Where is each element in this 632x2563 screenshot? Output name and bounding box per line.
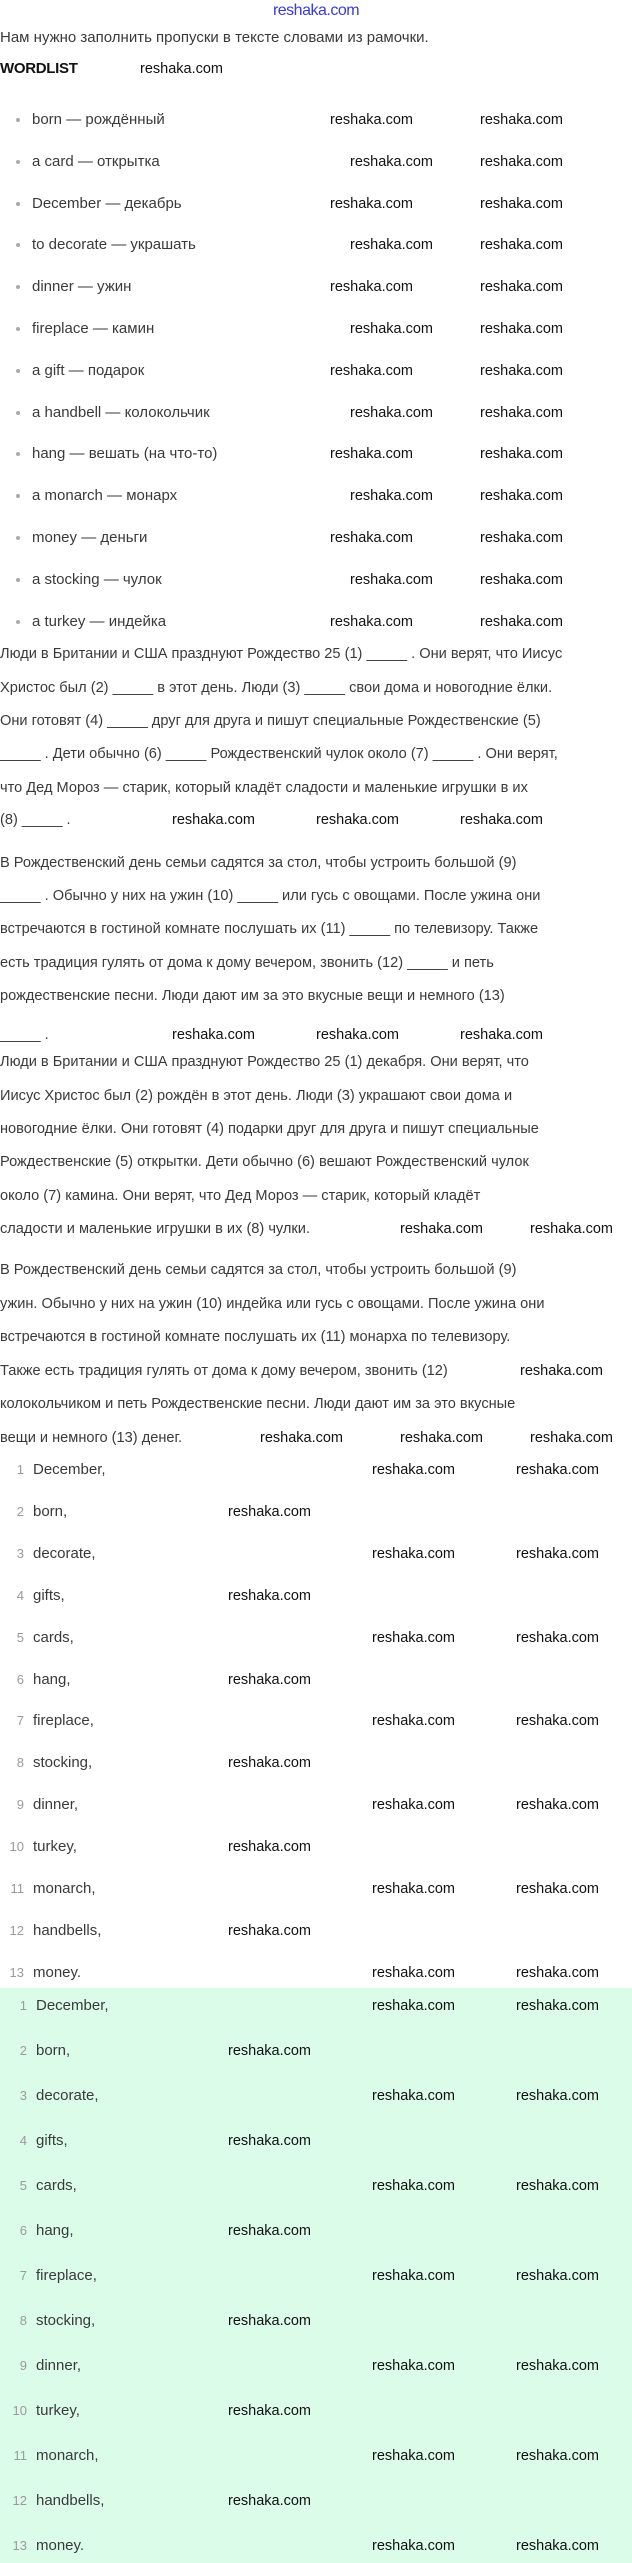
watermark: reshaka.com	[228, 2313, 312, 2329]
highlighted-answer-item	[3, 2222, 74, 2239]
list-number: 13	[12, 2538, 27, 2553]
answer-word: gifts,	[36, 2132, 68, 2149]
answer-word: dinner,	[36, 2357, 82, 2374]
watermark: reshaka.com	[480, 237, 564, 254]
answer-word: money.	[33, 1963, 82, 1981]
answer-word: gifts,	[33, 1586, 65, 1604]
list-number: 5	[16, 1629, 24, 1645]
watermark: reshaka.com	[480, 112, 564, 128]
wordlist-item	[16, 236, 196, 253]
watermark: reshaka.com	[520, 1363, 604, 1379]
watermark: reshaka.com	[516, 1797, 600, 1814]
watermark: reshaka.com	[530, 1430, 614, 1446]
bullet-icon	[16, 118, 20, 122]
bullet-icon	[16, 411, 20, 415]
list-number: 3	[19, 2088, 27, 2103]
answer-list-item	[0, 1880, 96, 1897]
answer-word: hang,	[36, 2222, 74, 2239]
watermark: reshaka.com	[516, 1881, 600, 1897]
filled-text-line: Иисус Христос был (2) рождён в этот день. Люди (3) украшают свои дома и	[0, 1088, 513, 1104]
list-number: 4	[19, 2133, 27, 2148]
watermark: reshaka.com	[516, 1713, 600, 1730]
watermark: reshaka.com	[516, 2088, 600, 2104]
answer-word: December,	[36, 1997, 109, 2014]
watermark: reshaka.com	[172, 812, 256, 828]
watermark: reshaka.com	[172, 1027, 256, 1043]
highlighted-answer-item	[3, 2087, 99, 2104]
answer-word: cards,	[36, 2177, 77, 2194]
bullet-icon	[16, 243, 20, 247]
watermark: reshaka.com	[516, 2178, 600, 2194]
highlighted-answer-item	[3, 2267, 97, 2284]
filled-text-line: новогодние ёлки. Они готовят (4) подарки друг для друга и пишут специальные	[0, 1121, 539, 1137]
list-number: 10	[9, 1839, 24, 1855]
watermark: reshaka.com	[460, 1027, 544, 1043]
watermark: reshaka.com	[228, 1587, 312, 1604]
filled-text-line: В Рождественский день семьи садятся за стол, чтобы устроить большой (9)	[0, 1262, 517, 1278]
watermark: reshaka.com	[480, 195, 564, 212]
answer-word: December,	[33, 1461, 106, 1478]
bullet-icon	[16, 327, 20, 331]
wordlist-item-text: a monarch — монарх	[32, 487, 178, 505]
list-number: 7	[19, 2268, 27, 2283]
filled-text-line: сладости и маленькие игрушки в их (8) чулки.	[0, 1221, 311, 1237]
watermark: reshaka.com	[372, 1462, 456, 1478]
answer-word: hang,	[33, 1670, 71, 1688]
watermark: reshaka.com	[228, 1671, 312, 1688]
wordlist-item-text: money — деньги	[32, 529, 148, 546]
list-number: 6	[16, 1671, 24, 1687]
answer-list-item	[0, 1796, 78, 1813]
filled-text-line: вещи и немного (13) денег.	[0, 1430, 183, 1446]
watermark: reshaka.com	[516, 1462, 600, 1478]
watermark: reshaka.com	[400, 1430, 484, 1446]
answer-word: turkey,	[33, 1838, 77, 1856]
watermark: reshaka.com	[516, 2268, 600, 2284]
watermark: reshaka.com	[480, 153, 564, 170]
bullet-icon	[16, 494, 20, 498]
filled-text-line: Также есть традиция гулять от дома к дому вечером, звонить (12)	[0, 1363, 448, 1379]
watermark: reshaka.com	[372, 1545, 456, 1562]
watermark: reshaka.com	[480, 613, 564, 630]
list-number: 2	[19, 2043, 27, 2058]
watermark: reshaka.com	[316, 1027, 400, 1043]
wordlist-item-text: a stocking — чулок	[32, 570, 162, 588]
watermark: reshaka.com	[330, 530, 414, 546]
list-number: 11	[13, 2448, 27, 2463]
list-number: 1	[19, 1998, 27, 2013]
bullet-icon	[16, 536, 20, 540]
watermark: reshaka.com	[330, 195, 414, 212]
watermark: reshaka.com	[372, 2358, 456, 2374]
watermark: reshaka.com	[330, 362, 414, 379]
watermark: reshaka.com	[228, 2223, 312, 2239]
wordlist-item	[16, 529, 147, 546]
bullet-icon	[16, 160, 20, 164]
watermark: reshaka.com	[350, 237, 434, 254]
wordlist-item	[16, 153, 160, 170]
task-text-line: _____ . Дети обычно (6) _____ Рождественский чулок около (7) _____ . Они верят,	[0, 746, 558, 762]
watermark: reshaka.com	[372, 2088, 456, 2104]
list-number: 6	[19, 2223, 27, 2238]
list-number: 4	[16, 1587, 24, 1603]
wordlist-item	[16, 278, 131, 295]
wordlist-item-text: a gift — подарок	[32, 361, 145, 379]
answer-word: monarch,	[33, 1880, 96, 1897]
highlighted-answer-item	[3, 2357, 81, 2374]
watermark: reshaka.com	[516, 2448, 600, 2464]
watermark: reshaka.com	[228, 1922, 312, 1939]
list-number: 12	[12, 2493, 27, 2508]
answer-word: money.	[36, 2537, 85, 2554]
task-text-line: что Дед Мороз — старик, который кладёт сладости и маленькие игрушки в их	[0, 780, 528, 796]
answer-word: fireplace,	[36, 2267, 97, 2284]
list-number: 5	[19, 2178, 27, 2193]
answer-list-item	[0, 1754, 92, 1771]
bullet-icon	[16, 620, 20, 624]
filled-text-line: колокольчиком и петь Рождественские песни. Люди дают им за это вкусные	[0, 1396, 516, 1412]
list-number: 8	[16, 1755, 24, 1771]
task-text-line: Люди в Британии и США празднуют Рождество 25 (1) _____ . Они верят, что Иисус	[0, 646, 563, 662]
answer-list-item	[0, 1671, 71, 1688]
answer-word: born,	[33, 1502, 68, 1520]
watermark: reshaka.com	[372, 2538, 456, 2554]
watermark: reshaka.com	[516, 2538, 600, 2554]
task-text-line: Они готовят (4) _____ друг для друга и пишут специальные Рождественские (5)	[0, 713, 541, 729]
watermark: reshaka.com	[460, 812, 544, 828]
bullet-icon	[16, 285, 20, 289]
task-text-line: _____ .	[0, 1027, 49, 1043]
wordlist-item-text: fireplace — камин	[32, 320, 155, 337]
watermark: reshaka.com	[480, 321, 564, 337]
answer-list-item	[0, 1461, 106, 1478]
task-text-line: есть традиция гулять от дома к дому вечером, звонить (12) _____ и петь	[0, 955, 494, 971]
watermark: reshaka.com	[516, 1629, 600, 1646]
watermark: reshaka.com	[350, 153, 434, 170]
wordlist-item	[16, 487, 177, 504]
watermark: reshaka.com	[480, 279, 564, 296]
watermark: reshaka.com	[228, 2043, 312, 2059]
watermark: reshaka.com	[228, 2403, 312, 2419]
watermark: reshaka.com	[330, 279, 414, 296]
watermark: reshaka.com	[480, 446, 564, 463]
list-number: 2	[16, 1503, 24, 1519]
list-number: 7	[16, 1713, 24, 1729]
answer-word: stocking,	[36, 2312, 96, 2329]
answer-list-item	[0, 1712, 94, 1729]
list-number: 11	[10, 1881, 24, 1896]
wordlist-item	[16, 320, 154, 337]
task-text-line: встречаются в гостиной комнате послушать их (11) _____ по телевизору. Также	[0, 921, 539, 937]
answer-list-item	[0, 1838, 77, 1855]
watermark: reshaka.com	[530, 1221, 614, 1237]
wordlist-item	[16, 404, 210, 421]
wordlist-item	[16, 362, 144, 379]
task-text-line: (8) _____ .	[0, 812, 71, 828]
watermark: reshaka.com	[260, 1430, 344, 1446]
task-text-line: Христос был (2) _____ в этот день. Люди (3) _____ свои дома и новогодние ёлки.	[0, 680, 553, 696]
wordlist-item	[16, 571, 162, 588]
answer-word: decorate,	[33, 1544, 96, 1562]
highlighted-answer-item	[3, 2402, 80, 2419]
task-text-line: _____ . Обычно у них на ужин (10) _____ или гусь с овощами. После ужина они	[0, 888, 541, 904]
answer-word: born,	[36, 2042, 71, 2059]
watermark: reshaka.com	[516, 1998, 600, 2014]
watermark: reshaka.com	[330, 613, 414, 630]
wordlist-item-text: a turkey — индейка	[32, 612, 167, 630]
watermark: reshaka.com	[372, 1629, 456, 1646]
bullet-icon	[16, 369, 20, 373]
answer-word: fireplace,	[33, 1712, 94, 1730]
answer-word: monarch,	[36, 2447, 99, 2464]
watermark: reshaka.com	[516, 1545, 600, 1562]
answer-word: decorate,	[36, 2087, 99, 2104]
watermark: reshaka.com	[316, 812, 400, 828]
answer-word: turkey,	[36, 2402, 80, 2419]
watermark: reshaka.com	[330, 446, 414, 463]
wordlist-item-text: a card — открытка	[32, 152, 160, 170]
watermark: reshaka.com	[350, 488, 434, 505]
highlighted-answer-item	[3, 2042, 70, 2059]
answer-list-item	[0, 1503, 67, 1520]
watermark: reshaka.com	[400, 1221, 484, 1237]
wordlist-item-text: a handbell — колокольчик	[32, 403, 210, 421]
watermark: reshaka.com	[350, 404, 434, 421]
watermark: reshaka.com	[228, 2133, 312, 2149]
answer-list-item	[0, 1964, 81, 1981]
wordlist-item	[16, 195, 182, 212]
list-number: 12	[9, 1922, 24, 1938]
wordlist-heading: WORDLIST	[0, 60, 78, 77]
watermark: reshaka.com	[516, 1964, 600, 1981]
answer-word: stocking,	[33, 1754, 93, 1772]
list-number: 10	[12, 2403, 27, 2418]
watermark: reshaka.com	[372, 1797, 456, 1814]
highlighted-answer-item	[3, 2447, 99, 2464]
watermark: reshaka.com	[480, 488, 564, 505]
watermark: reshaka.com	[228, 2493, 312, 2509]
list-number: 9	[16, 1797, 24, 1813]
highlighted-answer-item	[3, 2177, 77, 2194]
wordlist-item	[16, 613, 166, 630]
task-text-line: рождественские песни. Люди дают им за это вкусные вещи и немного (13)	[0, 988, 505, 1004]
bullet-icon	[16, 202, 20, 206]
bullet-icon	[16, 452, 20, 456]
list-number: 3	[16, 1545, 24, 1561]
watermark: reshaka.com	[516, 2358, 600, 2374]
site-logo[interactable]: reshaka.com	[272, 2, 360, 19]
watermark: reshaka.com	[372, 2178, 456, 2194]
bullet-icon	[16, 578, 20, 582]
list-number: 13	[9, 1964, 24, 1980]
answer-word: handbells,	[33, 1921, 102, 1939]
answer-word: handbells,	[36, 2492, 105, 2509]
watermark: reshaka.com	[480, 362, 564, 379]
watermark: reshaka.com	[372, 1998, 456, 2014]
watermark: reshaka.com	[372, 2448, 456, 2464]
watermark: reshaka.com	[140, 61, 224, 77]
highlighted-answer-item	[3, 2537, 84, 2554]
answer-list-item	[0, 1545, 96, 1562]
filled-text-line: Рождественские (5) открытки. Дети обычно (6) вешают Рождественский чулок	[0, 1154, 529, 1170]
highlighted-answer-item	[3, 2132, 68, 2149]
task-instruction: Нам нужно заполнить пропуски в тексте словами из рамочки.	[0, 29, 429, 46]
list-number: 1	[16, 1462, 24, 1477]
wordlist-item-text: to decorate — украшать	[32, 236, 196, 254]
answer-word: cards,	[33, 1628, 74, 1646]
watermark: reshaka.com	[372, 1713, 456, 1730]
watermark: reshaka.com	[480, 404, 564, 421]
wordlist-item-text: born — рождённый	[32, 111, 165, 128]
wordlist-item	[16, 445, 217, 462]
watermark: reshaka.com	[350, 321, 434, 337]
filled-text-line: встречаются в гостиной комнате послушать их (11) монарха по телевизору.	[0, 1329, 511, 1345]
watermark: reshaka.com	[372, 1881, 456, 1897]
answer-list-item	[0, 1587, 65, 1604]
answer-word: dinner,	[33, 1796, 79, 1814]
wordlist-item-text: dinner — ужин	[32, 278, 132, 296]
filled-text-line: ужин. Обычно у них на ужин (10) индейка или гусь с овощами. После ужина они	[0, 1296, 545, 1312]
highlighted-answer-item	[3, 1997, 109, 2014]
list-number: 9	[19, 2358, 27, 2373]
watermark: reshaka.com	[480, 530, 564, 546]
filled-text-line: Люди в Британии и США празднуют Рождество 25 (1) декабря. Они верят, что	[0, 1054, 529, 1070]
highlighted-answer-item	[3, 2492, 104, 2509]
watermark: reshaka.com	[228, 1839, 312, 1856]
wordlist-item	[16, 111, 165, 128]
list-number: 8	[19, 2313, 27, 2328]
filled-text-line: около (7) камина. Они верят, что Дед Мороз — старик, который кладёт	[0, 1188, 481, 1204]
watermark: reshaka.com	[372, 2268, 456, 2284]
watermark: reshaka.com	[372, 1964, 456, 1981]
answer-list-item	[0, 1629, 74, 1646]
watermark: reshaka.com	[480, 571, 564, 588]
watermark: reshaka.com	[228, 1755, 312, 1772]
watermark: reshaka.com	[330, 112, 414, 128]
highlighted-answer-item	[3, 2312, 95, 2329]
wordlist-item-text: December — декабрь	[32, 194, 182, 212]
watermark: reshaka.com	[228, 1503, 312, 1520]
task-text-line: В Рождественский день семьи садятся за стол, чтобы устроить большой (9)	[0, 855, 517, 871]
wordlist-item-text: hang — вешать (на что-то)	[32, 445, 218, 463]
answer-list-item	[0, 1922, 101, 1939]
watermark: reshaka.com	[350, 571, 434, 588]
